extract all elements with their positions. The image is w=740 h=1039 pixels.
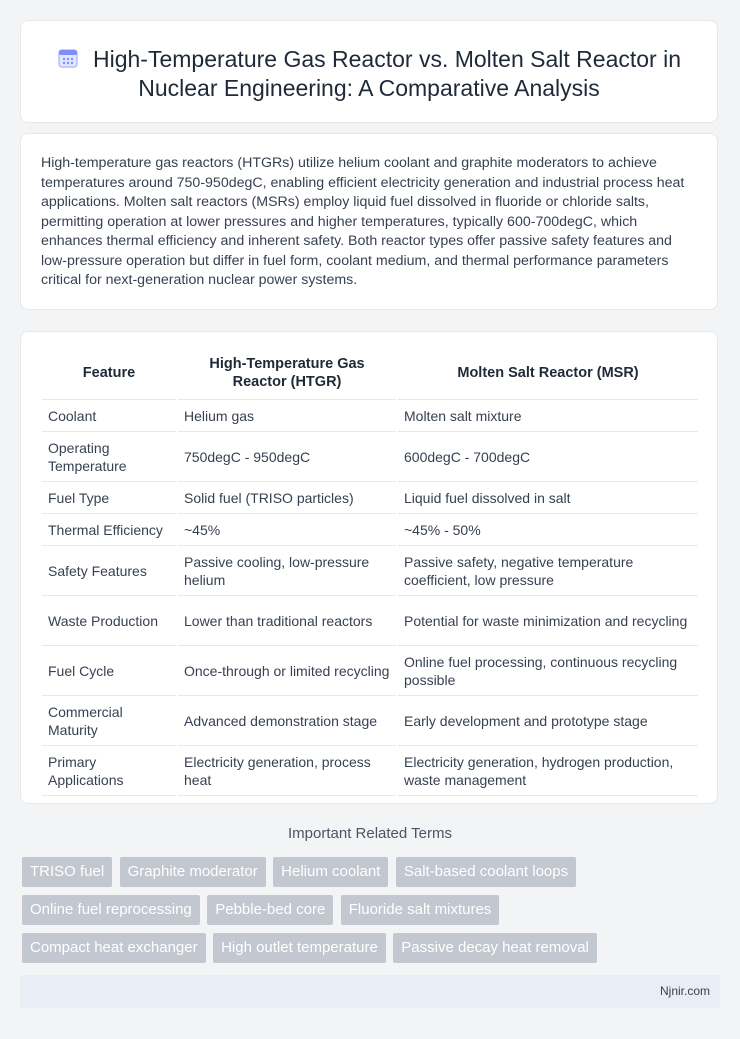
feature-cell: Safety Features: [42, 546, 177, 596]
msr-cell: Online fuel processing, continuous recycling possible: [397, 646, 698, 696]
msr-cell: Electricity generation, hydrogen production, waste management: [397, 746, 698, 796]
term-tag[interactable]: Online fuel reprocessing: [22, 895, 200, 925]
term-tag[interactable]: Graphite moderator: [120, 857, 266, 887]
header-htgr: High-Temperature Gas Reactor (HTGR): [177, 349, 397, 400]
feature-cell: Coolant: [42, 400, 177, 432]
htgr-cell: Advanced demonstration stage: [177, 696, 397, 746]
term-tag[interactable]: Pebble-bed core: [207, 895, 333, 925]
htgr-cell: Lower than traditional reactors: [177, 596, 397, 646]
table-row: [42, 432, 698, 482]
feature-cell: Operating Temperature: [42, 432, 177, 482]
table-row: [42, 400, 698, 432]
footer-site-link[interactable]: Njnir.com: [659, 984, 710, 998]
msr-cell: Potential for waste minimization and recycling: [397, 596, 698, 646]
term-tag[interactable]: Salt-based coolant loops: [396, 857, 576, 887]
htgr-cell: 750degC - 950degC: [177, 432, 397, 482]
calendar-icon: [57, 47, 79, 69]
term-tag[interactable]: Fluoride salt mixtures: [341, 895, 500, 925]
htgr-cell: Solid fuel (TRISO particles): [177, 482, 397, 514]
htgr-cell: Helium gas: [177, 400, 397, 432]
intro-card: [20, 133, 718, 310]
msr-cell: Early development and prototype stage: [397, 696, 698, 746]
term-tag[interactable]: High outlet temperature: [213, 933, 386, 963]
feature-cell: Thermal Efficiency: [42, 514, 177, 546]
feature-cell: Fuel Cycle: [42, 646, 177, 696]
page-title: High-Temperature Gas Reactor vs. Molten Salt Reactor in Nuclear Engineering: A Comparative Analysis: [92, 46, 682, 101]
table-row: [42, 646, 698, 696]
htgr-cell: ~45%: [177, 514, 397, 546]
title-card: [20, 20, 718, 123]
related-terms-list: [22, 857, 722, 971]
term-tag[interactable]: Helium coolant: [273, 857, 388, 887]
table-row: [42, 596, 698, 646]
term-tag[interactable]: TRISO fuel: [22, 857, 112, 887]
table-row: [42, 482, 698, 514]
table-header-row: [42, 349, 698, 400]
htgr-cell: Passive cooling, low-pressure helium: [177, 546, 397, 596]
page-title-block: [21, 45, 717, 103]
intro-paragraph: High-temperature gas reactors (HTGRs) utilize helium coolant and graphite moderators to achieve temperatures around 750-950degC, enabling efficient electricity generation and industrial process heat applications. Molten salt reactors (MSRs) employ liquid fuel dissolved in fluoride or chloride salts, permitting operation at lower pressures and higher temperatures, typically 600-700degC, which enhances thermal efficiency and inherent safety. Both reactor types offer passive safety features and low-pressure operation but differ in fuel form, coolant medium, and thermal performance parameters critical for next-generation nuclear power systems.: [41, 155, 685, 288]
msr-cell: Passive safety, negative temperature coefficient, low pressure: [397, 546, 698, 596]
feature-cell: Fuel Type: [42, 482, 177, 514]
msr-cell: Liquid fuel dissolved in salt: [397, 482, 698, 514]
feature-cell: Commercial Maturity: [42, 696, 177, 746]
htgr-cell: Electricity generation, process heat: [177, 746, 397, 796]
table-row: [42, 546, 698, 596]
table-row: [42, 696, 698, 746]
term-tag[interactable]: Passive decay heat removal: [393, 933, 597, 963]
footer-bar: [20, 975, 720, 1008]
header-feature: Feature: [42, 349, 177, 400]
msr-cell: ~45% - 50%: [397, 514, 698, 546]
header-msr: Molten Salt Reactor (MSR): [397, 349, 698, 400]
comparison-card: [20, 331, 718, 804]
msr-cell: 600degC - 700degC: [397, 432, 698, 482]
comparison-table: [42, 349, 698, 796]
feature-cell: Waste Production: [42, 596, 177, 646]
table-row: [42, 514, 698, 546]
related-terms-heading: Important Related Terms: [288, 825, 452, 842]
term-tag[interactable]: Compact heat exchanger: [22, 933, 206, 963]
msr-cell: Molten salt mixture: [397, 400, 698, 432]
feature-cell: Primary Applications: [42, 746, 177, 796]
htgr-cell: Once-through or limited recycling: [177, 646, 397, 696]
table-row: [42, 746, 698, 796]
